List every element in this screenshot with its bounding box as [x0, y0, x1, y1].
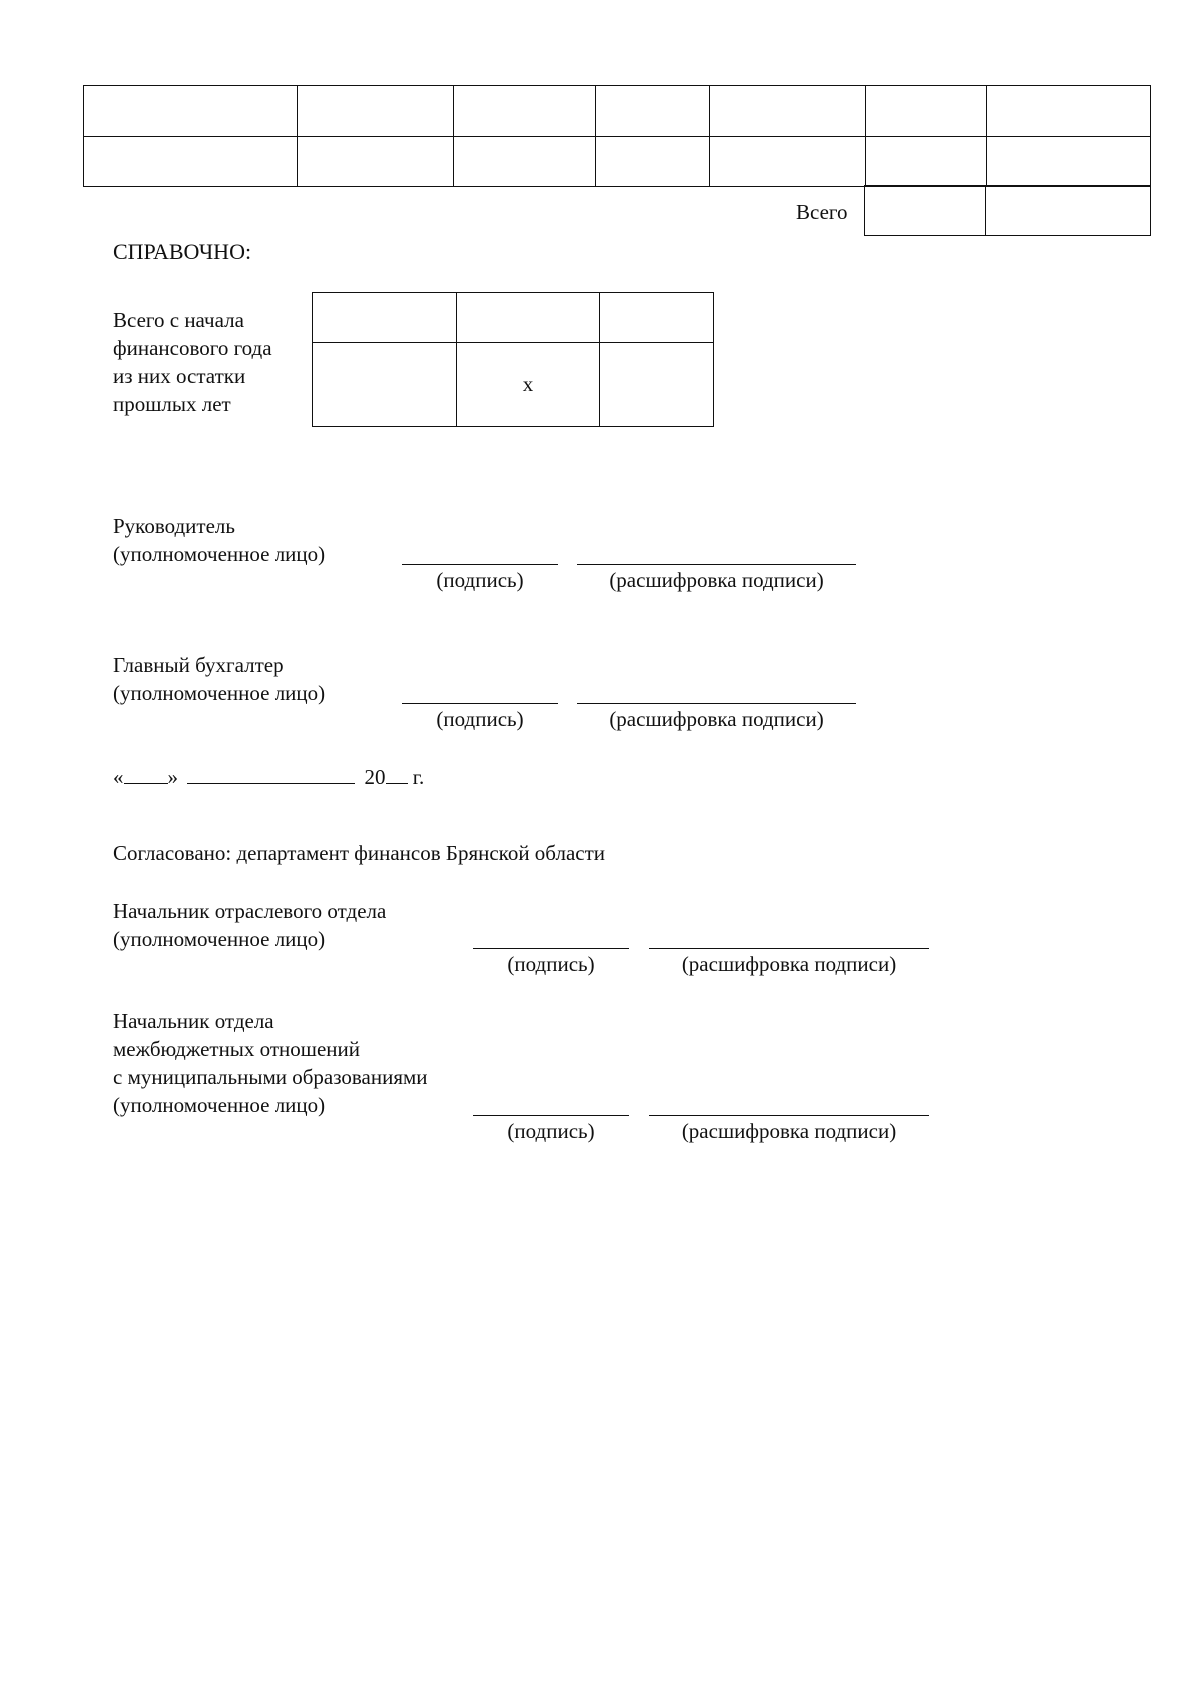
table-cell[interactable]	[313, 293, 457, 343]
interbudget-head-decode-caption: (расшифровка подписи)	[681, 1119, 897, 1143]
branch-head-title	[113, 897, 386, 953]
date-open-quote: «	[113, 765, 124, 789]
head-decode-caption: (расшифровка подписи)	[609, 568, 824, 592]
date-year-prefix: 20	[364, 765, 386, 789]
head-sign-caption: (подпись)	[436, 568, 524, 592]
interbudget-head-title-line: (уполномоченное лицо)	[113, 1093, 326, 1117]
interbudget-head-sign-caption: (подпись)	[507, 1119, 595, 1143]
chief-accountant-title-line: (уполномоченное лицо)	[113, 681, 326, 705]
chief-accountant-decode-caption: (расшифровка подписи)	[609, 707, 824, 731]
table-cell[interactable]	[600, 343, 714, 427]
table-cell[interactable]	[710, 86, 866, 137]
table-cell[interactable]	[84, 86, 298, 137]
interbudget-head-decode-line[interactable]	[649, 1115, 929, 1116]
table-cell[interactable]	[84, 137, 298, 187]
date-close-quote: »	[167, 765, 178, 789]
date-line	[113, 763, 424, 791]
table-row	[865, 186, 1151, 236]
branch-head-title-line: Начальник отраслевого отдела	[113, 899, 387, 923]
approval-text: Согласовано: департамент финансов Брянской области	[113, 841, 606, 865]
date-year-suffix: г.	[412, 765, 425, 789]
not-applicable-mark: x	[457, 343, 600, 427]
head-title	[113, 512, 325, 568]
table-cell[interactable]	[987, 137, 1151, 187]
table-cell[interactable]	[596, 86, 710, 137]
branch-head-decode-line[interactable]	[649, 948, 929, 949]
chief-accountant-title-line: Главный бухгалтер	[113, 653, 284, 677]
total-row	[864, 185, 1151, 236]
total-label: Всего	[796, 200, 848, 224]
interbudget-head-signature-line[interactable]	[473, 1115, 629, 1116]
table-cell[interactable]	[454, 137, 596, 187]
table-row	[313, 343, 714, 427]
table-cell[interactable]	[866, 86, 987, 137]
branch-head-decode-caption: (расшифровка подписи)	[681, 952, 897, 976]
table-row	[313, 293, 714, 343]
date-month-blank[interactable]	[187, 763, 355, 784]
table-cell[interactable]	[313, 343, 457, 427]
table-cell[interactable]	[298, 86, 454, 137]
reference-label-line: из них остатки	[113, 364, 246, 388]
reference-label-line: Всего с начала	[113, 308, 244, 332]
table-cell[interactable]	[457, 293, 600, 343]
head-title-line: (уполномоченное лицо)	[113, 542, 326, 566]
table-row	[84, 86, 1151, 137]
reference-heading: СПРАВОЧНО:	[113, 239, 252, 264]
chief-accountant-signature-line[interactable]	[402, 703, 558, 704]
branch-head-signature-line[interactable]	[473, 948, 629, 949]
chief-accountant-decode-line[interactable]	[577, 703, 856, 704]
chief-accountant-title	[113, 651, 325, 707]
table-cell[interactable]	[710, 137, 866, 187]
reference-label-line: прошлых лет	[113, 392, 231, 416]
table-cell[interactable]	[866, 137, 987, 187]
interbudget-head-title-line: с муниципальными образованиями	[113, 1065, 428, 1089]
date-day-blank[interactable]	[124, 763, 168, 784]
table-cell[interactable]	[987, 86, 1151, 137]
interbudget-head-title	[113, 1007, 428, 1119]
chief-accountant-sign-caption: (подпись)	[436, 707, 524, 731]
branch-head-title-line: (уполномоченное лицо)	[113, 927, 326, 951]
head-signature-decode-line[interactable]	[577, 564, 856, 565]
reference-label-line: финансового года	[113, 336, 272, 360]
table-cell[interactable]	[454, 86, 596, 137]
reference-table	[312, 292, 714, 427]
date-year-blank[interactable]	[386, 763, 408, 784]
reference-label	[113, 306, 272, 418]
top-table	[83, 85, 1151, 187]
interbudget-head-title-line: Начальник отдела	[113, 1009, 274, 1033]
table-cell[interactable]	[600, 293, 714, 343]
total-cell[interactable]	[865, 186, 986, 236]
branch-head-sign-caption: (подпись)	[507, 952, 595, 976]
table-row	[84, 137, 1151, 187]
table-cell[interactable]	[596, 137, 710, 187]
interbudget-head-title-line: межбюджетных отношений	[113, 1037, 361, 1061]
table-cell[interactable]	[298, 137, 454, 187]
head-signature-line[interactable]	[402, 564, 558, 565]
head-title-line: Руководитель	[113, 514, 235, 538]
total-cell[interactable]	[986, 186, 1151, 236]
